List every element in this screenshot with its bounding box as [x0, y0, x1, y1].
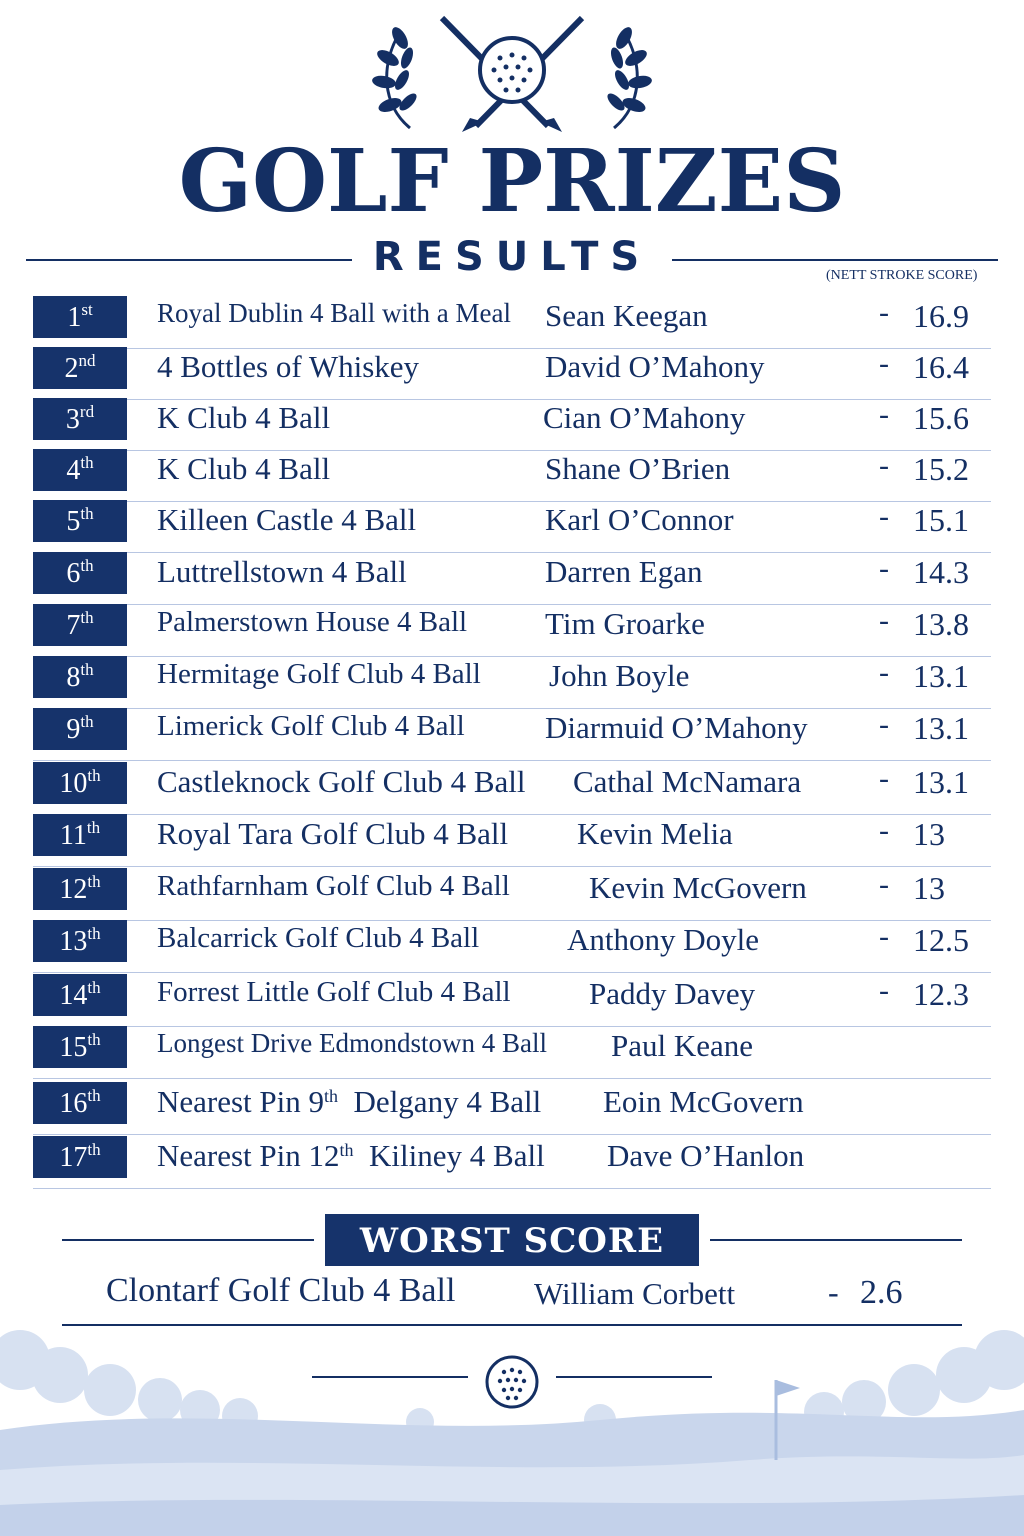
score-dash: - [879, 296, 889, 329]
place-suffix: th [87, 766, 101, 785]
place-suffix: th [87, 872, 101, 891]
prize-name: Balcarrick Golf Club 4 Ball [157, 922, 480, 954]
result-row [33, 656, 991, 709]
prize-sup: th [324, 1086, 339, 1106]
place-suffix: th [80, 608, 94, 627]
golf-ball-icon [480, 38, 544, 102]
place-number: 5 [66, 506, 81, 537]
score-dash: - [879, 604, 889, 637]
place-badge [33, 868, 127, 910]
place-suffix: th [87, 1030, 101, 1049]
place-number: 3 [65, 404, 80, 435]
prize-name: Killeen Castle 4 Ball [157, 502, 417, 537]
result-row [33, 920, 991, 973]
place-number: 17 [59, 1142, 88, 1173]
place-suffix: st [81, 300, 93, 319]
nett-score: 12.5 [913, 922, 969, 958]
winner-name: Sean Keegan [545, 298, 708, 333]
prize-name: Limerick Golf Club 4 Ball [157, 710, 465, 742]
result-row [33, 449, 991, 502]
divider-right [672, 259, 998, 261]
winner-name: Cian O’Mahony [543, 400, 746, 435]
place-badge [33, 920, 127, 962]
nett-score: 13 [913, 870, 945, 906]
crossed-golf-clubs-ball-laurel-icon [372, 10, 652, 140]
laurel-left-icon [372, 25, 419, 128]
place-suffix: th [87, 924, 101, 943]
nett-score: 12.3 [913, 976, 969, 1012]
score-dash: - [879, 762, 889, 795]
prize-pre: Nearest Pin 12 [157, 1138, 340, 1173]
place-number: 12 [59, 874, 88, 905]
nett-score: 15.1 [913, 502, 969, 538]
worst-prize: Clontarf Golf Club 4 Ball [106, 1272, 456, 1309]
place-badge [33, 347, 127, 389]
place-suffix: th [87, 1140, 101, 1159]
place-number: 10 [59, 768, 88, 799]
score-dash: - [879, 814, 889, 847]
prize-post: Kiliney 4 Ball [369, 1138, 545, 1173]
winner-name: Karl O’Connor [545, 502, 734, 537]
nett-score: 13.1 [913, 658, 969, 694]
nett-score: 13 [913, 816, 945, 852]
score-dash: - [879, 974, 889, 1007]
place-suffix: th [80, 712, 94, 731]
result-row [33, 500, 991, 553]
prize-name: K Club 4 Ball [157, 400, 331, 435]
prize-name: Longest Drive Edmondstown 4 Ball [157, 1028, 547, 1058]
place-badge [33, 604, 127, 646]
page-title: GOLF PRIZES [178, 131, 846, 232]
laurel-right-icon [605, 25, 652, 128]
winner-name: Tim Groarke [545, 606, 705, 641]
place-number: 2 [64, 353, 79, 384]
result-row [33, 552, 991, 605]
prize-pre: Nearest Pin 9 [157, 1084, 325, 1119]
place-badge [33, 398, 127, 440]
place-badge [33, 974, 127, 1016]
prize-name: Royal Tara Golf Club 4 Ball [157, 816, 509, 851]
place-badge [33, 656, 127, 698]
prize-name [157, 1138, 545, 1174]
worst-score-label: WORST SCORE [325, 1214, 699, 1266]
place-suffix: th [87, 978, 101, 997]
worst-score: 2.6 [860, 1274, 903, 1311]
worst-score-row [62, 1270, 962, 1326]
divider-left [62, 1239, 314, 1241]
worst-dash: - [828, 1274, 839, 1310]
place-suffix: th [80, 556, 94, 575]
prize-name: 4 Bottles of Whiskey [157, 349, 420, 384]
place-suffix: nd [78, 351, 96, 370]
divider-right [710, 1239, 962, 1241]
place-badge [33, 1026, 127, 1068]
prize-post: Delgany 4 Ball [353, 1084, 542, 1119]
place-suffix: th [86, 818, 101, 837]
winner-name: Dave O’Hanlon [607, 1138, 805, 1173]
place-number: 11 [59, 820, 87, 851]
result-row [33, 1136, 991, 1189]
nett-score: 16.9 [913, 298, 969, 334]
winner-name: Paddy Davey [589, 976, 756, 1011]
place-number: 7 [66, 610, 81, 641]
winner-name: Kevin Melia [577, 816, 733, 851]
nett-score: 15.2 [913, 451, 969, 487]
place-number: 9 [66, 714, 81, 745]
result-row [33, 974, 991, 1027]
place-suffix: th [87, 1086, 101, 1105]
winner-name: Cathal McNamara [573, 764, 802, 799]
footer-divider-left [312, 1376, 468, 1378]
winner-name: Anthony Doyle [567, 922, 760, 957]
result-row [33, 347, 991, 400]
place-number: 13 [59, 926, 88, 957]
winner-name: Darren Egan [545, 554, 703, 589]
place-badge [33, 1082, 127, 1124]
nett-score: 15.6 [913, 400, 969, 436]
winner-name: Eoin McGovern [603, 1084, 804, 1119]
place-badge [33, 449, 127, 491]
place-badge [33, 552, 127, 594]
nett-score: 14.3 [913, 554, 969, 590]
prize-sup: th [339, 1140, 354, 1160]
score-dash: - [879, 347, 889, 380]
place-badge [33, 500, 127, 542]
place-number: 15 [59, 1032, 88, 1063]
result-row [33, 296, 991, 349]
place-suffix: th [80, 660, 94, 679]
prize-name: Luttrellstown 4 Ball [157, 554, 407, 589]
score-dash: - [879, 500, 889, 533]
place-suffix: th [80, 453, 94, 472]
winner-name: Diarmuid O’Mahony [545, 710, 808, 745]
place-suffix: rd [79, 402, 95, 421]
golf-course-landscape-icon [0, 1320, 1024, 1536]
nett-score: 13.8 [913, 606, 969, 642]
result-row [33, 604, 991, 657]
place-number: 14 [59, 980, 88, 1011]
score-dash: - [879, 398, 889, 431]
result-row [33, 1026, 991, 1079]
prize-name: Palmerstown House 4 Ball [157, 606, 468, 638]
place-number: 1 [67, 302, 82, 333]
result-row [33, 868, 991, 921]
place-badge [33, 814, 127, 856]
footer-divider-right [556, 1376, 712, 1378]
nett-score: 13.1 [913, 710, 969, 746]
place-badge [33, 708, 127, 750]
score-dash: - [879, 868, 889, 901]
worst-score-header [62, 1212, 962, 1272]
score-dash: - [879, 656, 889, 689]
result-row [33, 398, 991, 451]
place-number: 6 [66, 558, 81, 589]
score-dash: - [879, 552, 889, 585]
place-number: 8 [66, 662, 81, 693]
winner-name: John Boyle [549, 658, 690, 693]
score-note: (NETT STROKE SCORE) [826, 268, 978, 283]
score-dash: - [879, 920, 889, 953]
result-row [33, 708, 991, 761]
place-number: 16 [59, 1088, 88, 1119]
prize-name: K Club 4 Ball [157, 451, 331, 486]
golf-ball-icon [484, 1354, 540, 1410]
score-dash: - [879, 708, 889, 741]
winner-name: Shane O’Brien [545, 451, 731, 486]
result-row [33, 762, 991, 815]
prize-name: Royal Dublin 4 Ball with a Meal [157, 298, 511, 328]
prize-name [157, 1084, 541, 1120]
place-number: 4 [66, 455, 81, 486]
result-row [33, 1082, 991, 1135]
prize-name: Forrest Little Golf Club 4 Ball [157, 976, 511, 1008]
winner-name: Kevin McGovern [589, 870, 807, 905]
place-badge [33, 1136, 127, 1178]
prize-name: Castleknock Golf Club 4 Ball [157, 764, 526, 799]
place-suffix: th [80, 504, 94, 523]
prize-name: Rathfarnham Golf Club 4 Ball [157, 870, 510, 902]
place-badge [33, 762, 127, 804]
place-badge [33, 296, 127, 338]
worst-winner: William Corbett [534, 1276, 736, 1311]
nett-score: 16.4 [913, 349, 969, 385]
result-row [33, 814, 991, 867]
nett-score: 13.1 [913, 764, 969, 800]
winner-name: Paul Keane [611, 1028, 754, 1063]
page-subtitle: RESULTS [372, 234, 652, 280]
prize-name: Hermitage Golf Club 4 Ball [157, 658, 481, 690]
winner-name: David O’Mahony [545, 349, 765, 384]
score-dash: - [879, 449, 889, 482]
